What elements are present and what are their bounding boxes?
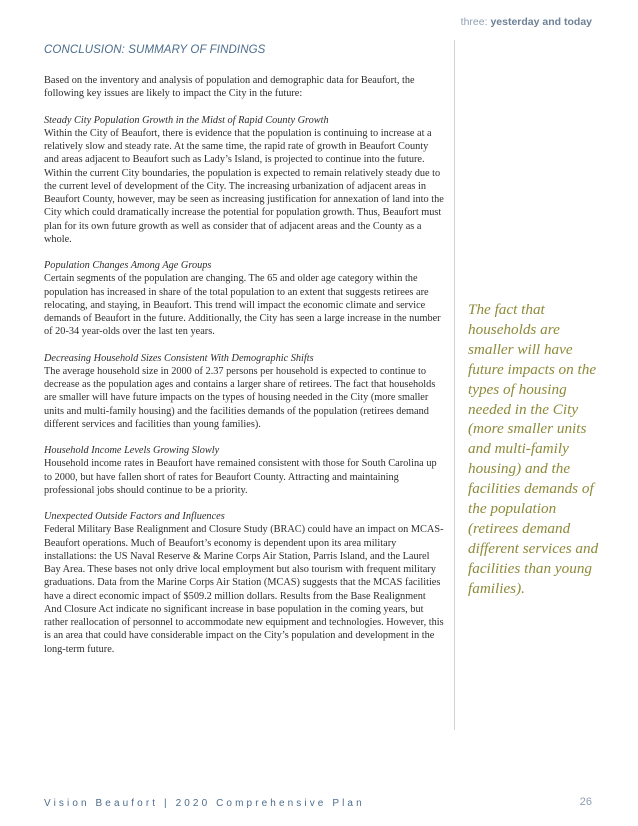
finding-body: The average household size in 2000 of 2.37 persons per household is expected to continue to decrease as the population ages and contains a larger share of retirees. The fact that households are smaller will have future impacts on the types of housing needed in the City (more smaller units and multi-family housing) and the facilities demands of the population (retirees demand different services and facilities than young families). — [44, 365, 436, 430]
pull-quote: The fact that households are smaller will have future impacts on the types of housing needed in the City (more smaller units and multi-family housing) and the facilities demands of the population (retirees demand different services and facilities than young families). — [468, 301, 599, 597]
finding-5 — [44, 510, 444, 656]
finding-body: Federal Military Base Realignment and Closure Study (BRAC) could have an impact on MCAS-Beaufort operations. Much of Beaufort’s economy is dependent upon its area military installations: the US Naval Reserve & Marine Corps Air Station, Parris Island, and the Laurel Bay Area. These bases not only drive local employment but also tourism with frequent military graduations. Data from the Marine Corps Air Station (MCAS) suggests that the MCAS facilities have a direct economic impact of $509.2 million dollars. Results from the Base Realignment And Closure Act indicate no significant increase in base population in the coming years, but rather reallocation of personnel to accommodate new equipment and technologies. However, this is an area that could have considerable impact on the City’s population and development in the long-term future. — [44, 524, 444, 655]
finding-heading: Unexpected Outside Factors and Influences — [44, 511, 225, 522]
finding-2 — [44, 259, 444, 339]
chapter-header — [461, 16, 592, 28]
footer-document-title: Vision Beaufort | 2020 Comprehensive Plan — [44, 798, 365, 809]
page-number: 26 — [579, 796, 592, 808]
finding-heading: Decreasing Household Sizes Consistent With Demographic Shifts — [44, 352, 314, 364]
intro-paragraph: Based on the inventory and analysis of population and demographic data for Beaufort, the following key issues are likely to impact the City in the future: — [44, 75, 415, 100]
finding-body: Within the City of Beaufort, there is evidence that the population is continuing to increase at a relatively slow and steady rate. At the same time, the rapid rate of growth in Beaufort County and areas adjacent to Beaufort such as Lady’s Island, is projected to continue into the future. Within the current City boundaries, the population is expected to remain relatively steady due to the current level of development of the City. The increasing urbanization of adjacent areas in Beaufort County, however, may be seen as increasing justification for annexation of land into the City which could dramatically increase the potential for population growth. Thus, Beaufort must plan for its own future growth as well as consider that of adjacent areas and the County as a whole. — [44, 127, 444, 245]
column-divider — [454, 40, 455, 730]
finding-body: Household income rates in Beaufort have remained consistent with those for South Carolina up to 2000, but have fallen short of rates for Beaufort County. Attracting and maintaining professional jobs should continue to be a priority. — [44, 458, 437, 496]
finding-body: Certain segments of the population are changing. The 65 and older age category within the population has increased in share of the total population to an extent that suggests retirees are relocating, and staying, in Beaufort. This trend will impact the economic climate and service demands of Beaufort in the future. Additionally, the City has seen a large increase in the number of 20-34 year-olds over the last ten years. — [44, 273, 441, 338]
finding-3 — [44, 352, 444, 432]
chapter-prefix: three: — [460, 16, 491, 28]
main-column — [44, 74, 444, 669]
finding-heading: Population Changes Among Age Groups — [44, 260, 212, 271]
finding-1 — [44, 114, 444, 247]
section-title: CONCLUSION: SUMMARY OF FINDINGS — [44, 44, 266, 56]
chapter-title: yesterday and today — [490, 16, 592, 28]
finding-heading: Household Income Levels Growing Slowly — [44, 445, 220, 456]
finding-heading: Steady City Population Growth in the Midst of Rapid County Growth — [44, 114, 329, 126]
finding-4 — [44, 444, 444, 497]
